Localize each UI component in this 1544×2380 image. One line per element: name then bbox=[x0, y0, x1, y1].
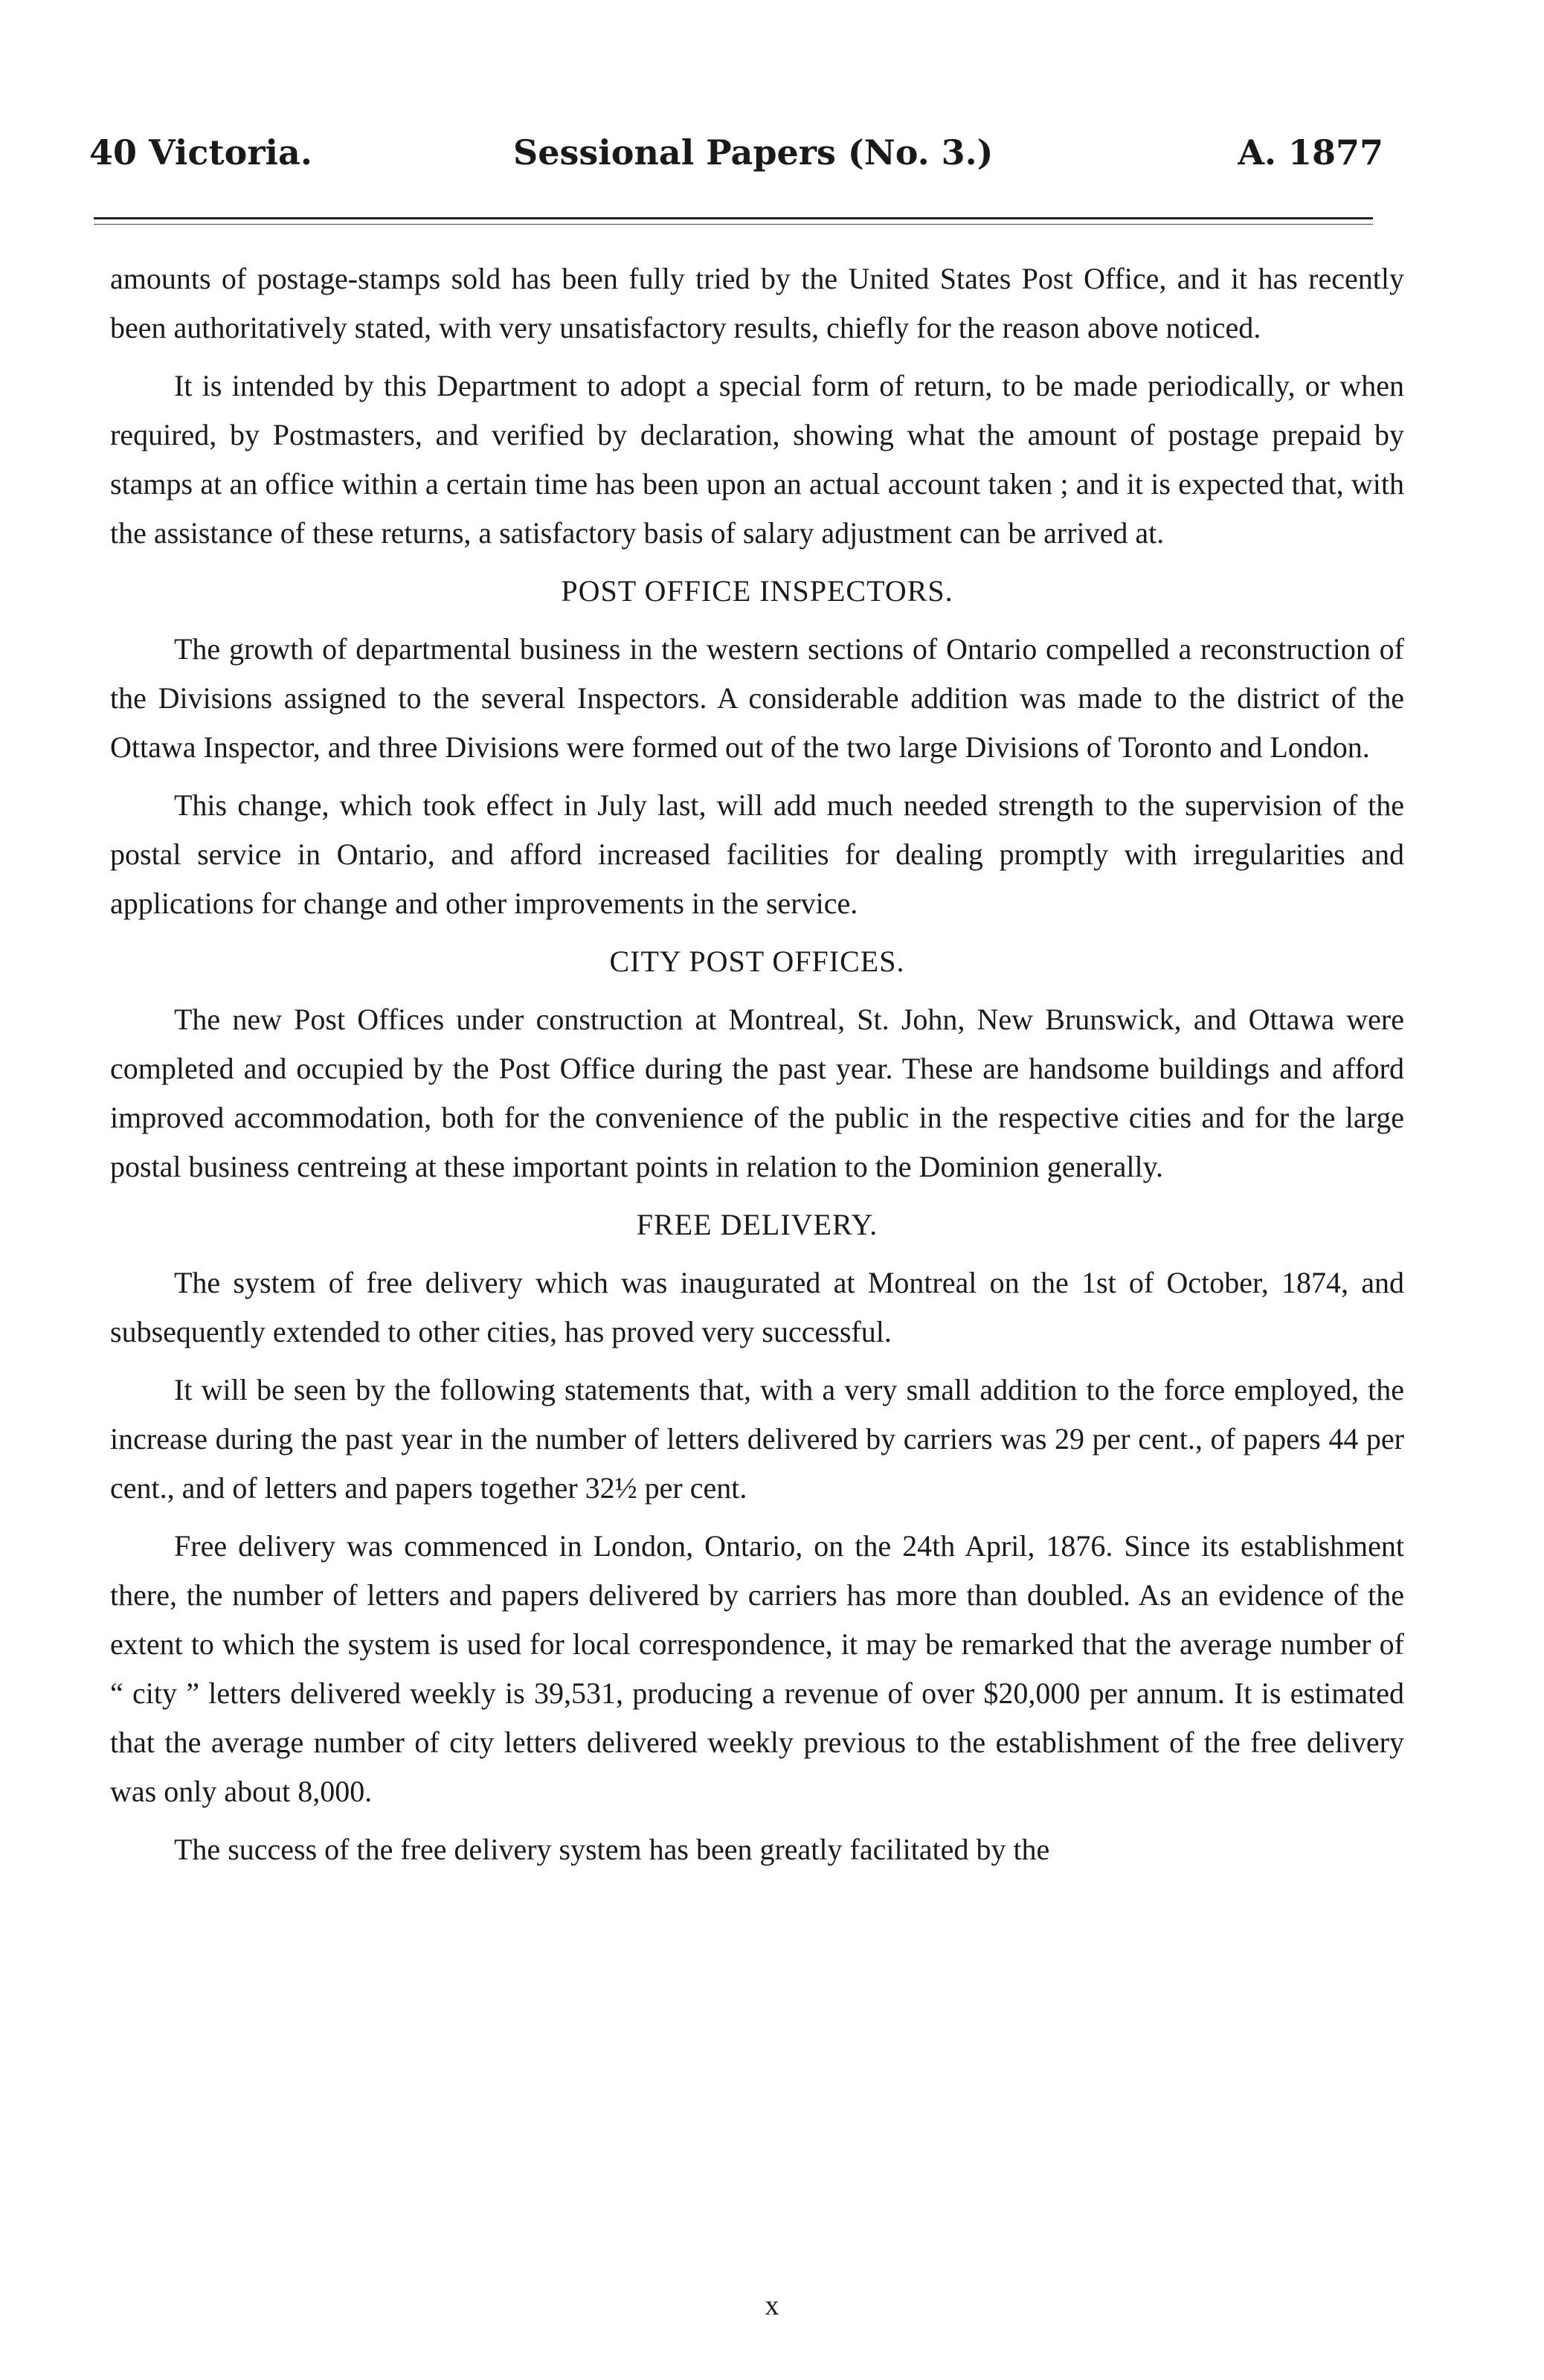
paragraph-continues: The success of the free delivery system has been greatly facilitated by the bbox=[174, 1833, 1050, 1866]
paragraph: It is intended by this Department to adopt a special form of return, to be made periodically, or when required, by Postmasters, and verified by declaration, showing what the amount of postage prepaid by stamps at an office within a certain time has been upon an actual account taken ; and it is expected that, with the assistance of these returns, a satisfactory basis of salary adjustment can be arrived at. bbox=[110, 369, 1404, 550]
paragraph: This change, which took effect in July last, will add much needed strength to the supervision of the postal service in Ontario, and afford increased facilities for dealing promptly with irregularities and applications for change and other improvements in the service. bbox=[110, 788, 1404, 920]
section-heading-city-post-offices: CITY POST OFFICES. bbox=[609, 945, 905, 978]
paragraph-continued: amounts of postage-stamps sold has been fully tried by the United States Post Office, and it has recently been authoritatively stated, with very unsatisfactory results, chiefly for the reason above noticed. bbox=[110, 262, 1404, 344]
body-text bbox=[110, 254, 1404, 1883]
running-header bbox=[89, 132, 1383, 184]
paragraph: Free delivery was commenced in London, Ontario, on the 24th April, 1876. Since its establishment there, the number of letters and papers delivered by carriers has more than doubled. As an evidence of the extent to which the system is used for local correspondence, it may be remarked that the average number of “ city ” letters delivered weekly is 39,531, producing a revenue of over $20,000 per annum. It is estimated that the average number of city letters delivered weekly previous to the establishment of the free delivery was only about 8,000. bbox=[110, 1529, 1404, 1808]
page-number: x bbox=[765, 2290, 779, 2321]
paragraph: The new Post Offices under construction at Montreal, St. John, New Brunswick, and Ottawa were completed and occupied by the Post Office during the past year. These are handsome buildings and afford improved accommodation, both for the convenience of the public in the respective cities and for the large postal business centreing at these important points in relation to the Dominion generally. bbox=[110, 1003, 1404, 1183]
header-title: Sessional Papers (No. 3.) bbox=[513, 132, 994, 173]
header-year: A. 1877 bbox=[1238, 132, 1383, 173]
header-volume: 40 Victoria. bbox=[89, 132, 312, 173]
paragraph: The system of free delivery which was inaugurated at Montreal on the 1st of October, 1874, and subsequently extended to other cities, has proved very successful. bbox=[110, 1266, 1404, 1348]
header-rule bbox=[94, 217, 1373, 219]
section-heading-free-delivery: FREE DELIVERY. bbox=[636, 1208, 878, 1241]
header-rule-thin bbox=[94, 224, 1373, 225]
section-heading-inspectors: POST OFFICE INSPECTORS. bbox=[561, 574, 953, 608]
paragraph: The growth of departmental business in the western sections of Ontario compelled a reconstruction of the Divisions assigned to the several Inspectors. A considerable addition was made to the district of the Ottawa Inspector, and three Divisions were formed out of the two large Divisions of Toronto and London. bbox=[110, 632, 1404, 764]
paragraph: It will be seen by the following statements that, with a very small addition to the force employed, the increase during the past year in the number of letters delivered by carriers was 29 per cent., of papers 44 per cent., and of letters and papers together 32½ per cent. bbox=[110, 1373, 1404, 1505]
